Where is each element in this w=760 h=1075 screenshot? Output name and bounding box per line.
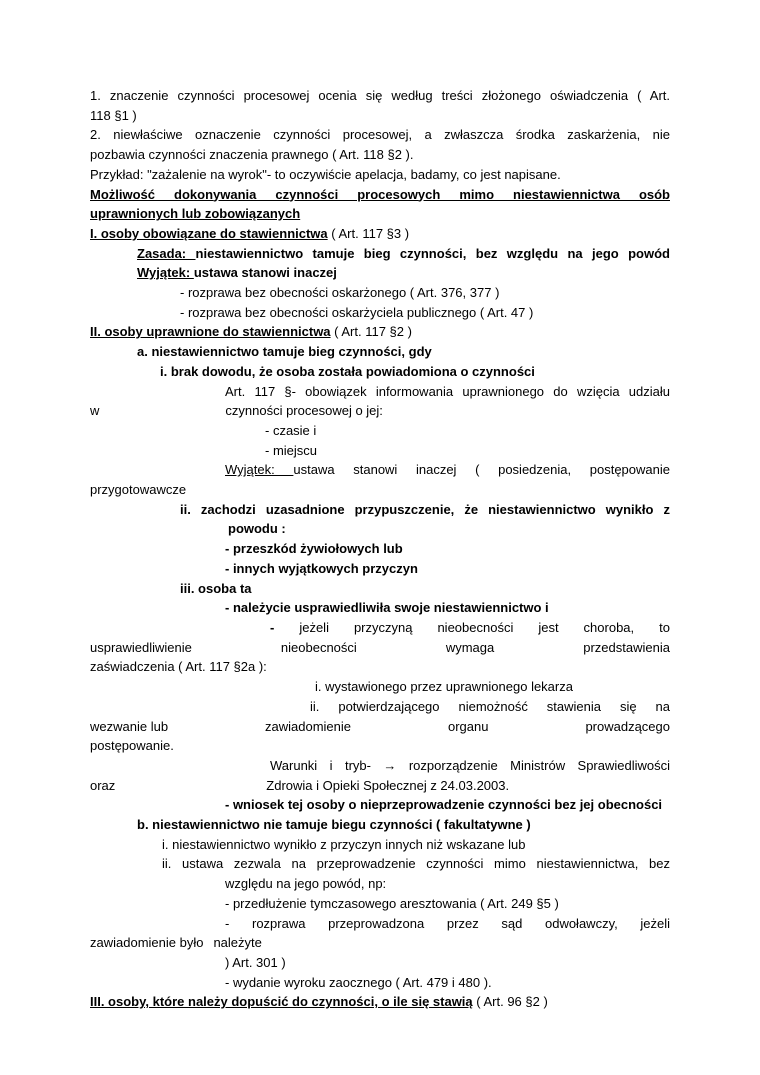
- text-line: [90, 638, 670, 658]
- text-line: [90, 579, 670, 599]
- text-line: [90, 283, 670, 303]
- tab-space: [203, 946, 213, 947]
- text-segment: w: [90, 403, 100, 419]
- text-line: [90, 500, 670, 520]
- text-segment: czynności procesowej o jej:: [225, 403, 383, 419]
- text-line: [90, 539, 670, 559]
- text-segment: wezwanie lub: [90, 718, 169, 734]
- text-line: [90, 185, 670, 205]
- text-line: [90, 86, 670, 106]
- text-line: [90, 303, 670, 323]
- text-segment: przedstawienia: [583, 639, 670, 655]
- text-segment: i. brak dowodu, że osoba została powiadomiona o czynności: [160, 363, 535, 379]
- text-segment: a. niestawiennictwo tamuje bieg czynności, gdy: [137, 344, 432, 360]
- text-line: [90, 145, 670, 165]
- text-segment: prowadzącego: [585, 718, 670, 734]
- text-line: [90, 224, 670, 244]
- text-segment: - przeszkód żywiołowych lub: [225, 541, 403, 557]
- text-line: [90, 717, 670, 737]
- text-line: [90, 263, 670, 283]
- text-segment: I. osoby obowiązane do stawiennictwa: [90, 225, 328, 241]
- text-segment: - innych wyjątkowych przyczyn: [225, 560, 418, 576]
- text-segment: Art. 117 §- obowiązek informowania uprawnionego do wzięcia udziału: [225, 383, 670, 399]
- text-line: [90, 736, 670, 756]
- text-segment: - czasie i: [265, 422, 317, 438]
- text-segment: organu: [447, 718, 489, 734]
- text-line: [90, 914, 670, 934]
- text-segment: ( Art. 96 §2 ): [472, 994, 548, 1010]
- text-line: [90, 756, 670, 776]
- text-segment: Warunki i tryb- → rozporządzenie Ministrów Sprawiedliwości: [270, 757, 670, 773]
- text-segment: 118 §1 ): [90, 107, 137, 123]
- text-segment: jeżeli przyczyną nieobecności jest choroba, to: [299, 619, 670, 635]
- text-segment: pozbawia czynności znaczenia prawnego ( Art. 118 §2 ).: [90, 147, 414, 163]
- text-line: [90, 795, 670, 815]
- text-line: [90, 441, 670, 461]
- text-segment: nieobecności: [280, 639, 357, 655]
- text-line: [90, 953, 670, 973]
- text-segment: zaświadczenia ( Art. 117 §2a ):: [90, 659, 267, 675]
- text-line: [90, 244, 670, 264]
- text-line: [90, 874, 670, 894]
- text-segment: - rozprawa przeprowadzona przez sąd odwoławczy, jeżeli: [225, 915, 670, 931]
- text-line: [90, 460, 670, 480]
- text-segment: względu na jego powód, np:: [225, 876, 387, 892]
- text-segment: ustawa stanowi inaczej: [193, 265, 337, 281]
- text-line: [90, 125, 670, 145]
- text-segment: -: [270, 619, 300, 635]
- text-segment: Przykład: "zażalenie na wyrok"- to oczywiście apelacja, badamy, co jest napisane.: [90, 166, 561, 182]
- text-segment: - przedłużenie tymczasowego aresztowania ( Art. 249 §5 ): [225, 895, 559, 911]
- text-segment: - należycie usprawiedliwiła swoje niestawiennictwo i: [225, 600, 549, 616]
- text-line: [90, 598, 670, 618]
- text-line: [90, 362, 670, 382]
- text-segment: ( Art. 117 §2 ): [330, 324, 412, 340]
- text-segment: wymaga: [445, 639, 495, 655]
- text-line: [90, 559, 670, 579]
- text-line: [90, 677, 670, 697]
- tab-space: [115, 789, 266, 790]
- text-line: [90, 519, 670, 539]
- tab-space: [99, 414, 225, 415]
- text-line: [90, 697, 670, 717]
- text-line: [90, 480, 670, 500]
- text-segment: - miejscu: [265, 442, 318, 458]
- text-segment: oraz: [90, 777, 116, 793]
- text-segment: - rozprawa bez obecności oskarżonego ( Art. 376, 377 ): [180, 285, 500, 301]
- text-segment: iii. osoba ta: [180, 580, 252, 596]
- text-segment: i. wystawionego przez uprawnionego lekarza: [315, 679, 573, 695]
- text-segment: - wydanie wyroku zaocznego ( Art. 479 i 480 ).: [225, 974, 492, 990]
- text-line: [90, 618, 670, 638]
- text-line: [90, 401, 670, 421]
- text-segment: ) Art. 301 ): [225, 954, 286, 970]
- text-segment: Zasada:: [137, 245, 196, 261]
- text-line: [90, 382, 670, 402]
- text-segment: postępowanie.: [90, 738, 174, 754]
- text-segment: i. niestawiennictwo wynikło z przyczyn innych niż wskazane lub: [162, 836, 526, 852]
- text-segment: ii. potwierdzającego niemożność stawienia się na: [310, 698, 670, 714]
- text-segment: ustawa stanowi inaczej ( posiedzenia, postępowanie: [293, 462, 670, 478]
- text-line: [90, 342, 670, 362]
- text-segment: 2. niewłaściwe oznaczenie czynności procesowej, a zwłaszcza środka zaskarżenia, nie: [90, 127, 670, 143]
- text-line: [90, 421, 670, 441]
- document-body: [90, 86, 670, 1012]
- text-line: [90, 815, 670, 835]
- text-line: [90, 992, 670, 1012]
- text-line: [90, 165, 670, 185]
- text-segment: III. osoby, które należy dopuścić do czynności, o ile się stawią: [90, 994, 473, 1010]
- text-line: [90, 854, 670, 874]
- text-segment: - rozprawa bez obecności oskarżyciela publicznego ( Art. 47 ): [180, 304, 534, 320]
- text-segment: uprawnionych lub zobowiązanych: [90, 206, 301, 222]
- text-line: [90, 835, 670, 855]
- text-line: [90, 776, 670, 796]
- text-line: [90, 973, 670, 993]
- text-segment: usprawiedliwienie: [90, 639, 192, 655]
- text-line: [90, 106, 670, 126]
- text-segment: ( Art. 117 §3 ): [327, 225, 410, 241]
- text-segment: Możliwość dokonywania czynności procesowych mimo niestawiennictwa osób: [90, 186, 670, 202]
- text-segment: zawiadomienie było: [90, 935, 204, 951]
- text-segment: powodu :: [228, 521, 286, 537]
- text-segment: przygotowawcze: [90, 482, 187, 498]
- text-line: [90, 894, 670, 914]
- text-segment: zawiadomienie: [265, 718, 352, 734]
- text-segment: niestawiennictwo tamuje bieg czynności, bez względu na jego powód: [195, 245, 670, 261]
- text-segment: należyte: [213, 935, 262, 951]
- text-line: [90, 204, 670, 224]
- text-line: [90, 322, 670, 342]
- text-segment: b. niestawiennictwo nie tamuje biegu czynności ( fakultatywne ): [137, 817, 531, 833]
- text-segment: Wyjątek:: [225, 462, 294, 478]
- text-segment: Wyjątek:: [137, 265, 194, 281]
- text-segment: 1. znaczenie czynności procesowej ocenia się według treści złożonego oświadczenia ( Art.: [90, 88, 670, 103]
- text-segment: ii. ustawa zezwala na przeprowadzenie czynności mimo niestawiennictwa, bez: [162, 856, 670, 872]
- text-line: [90, 657, 670, 677]
- text-line: [90, 933, 670, 953]
- text-segment: II. osoby uprawnione do stawiennictwa: [90, 324, 331, 340]
- text-segment: Zdrowia i Opieki Społecznej z 24.03.2003.: [266, 777, 510, 793]
- text-segment: - wniosek tej osoby o nieprzeprowadzenie czynności bez jej obecności: [225, 797, 663, 813]
- text-segment: ii. zachodzi uzasadnione przypuszczenie, że niestawiennictwo wynikło z: [180, 501, 670, 517]
